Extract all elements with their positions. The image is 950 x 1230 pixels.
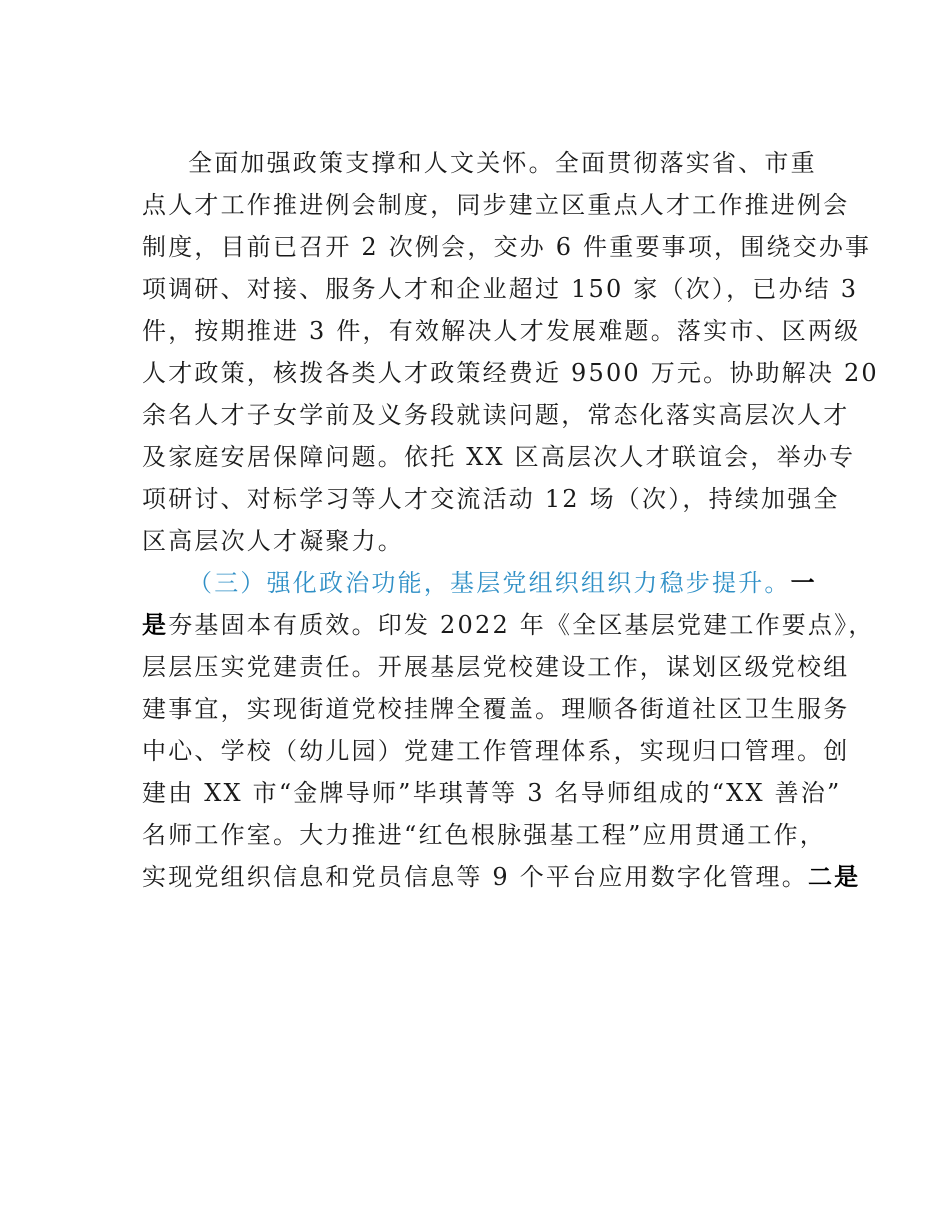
text-line: 制度，目前已召开 2 次例会，交办 6 件重要事项，围绕交办事 [142, 233, 872, 261]
text-line: 项研讨、对标学习等人才交流活动 12 场（次），持续加强全 [142, 485, 840, 513]
text-run: 夯基固本有质效。印发 2022 年《全区基层党建工作要点》， [168, 611, 875, 639]
text-line [142, 856, 861, 898]
text-line: 件，按期推进 3 件，有效解决人才发展难题。落实市、区两级 [142, 317, 861, 345]
text-line: 中心、学校（幼儿园）党建工作管理体系，实现归口管理。创 [142, 737, 850, 765]
text-line: 项调研、对接、服务人才和企业超过 150 家（次），已办结 3 [142, 275, 859, 303]
text-line: 建由 XX 市“金牌导师”毕琪菁等 3 名导师组成的“XX 善治” [142, 779, 842, 807]
text-line [142, 604, 875, 646]
text-line: 名师工作室。大力推进“红色根脉强基工程”应用贯通工作， [142, 821, 826, 849]
text-line: 全面加强政策支撑和人文关怀。全面贯彻落实省、市重 [188, 149, 817, 177]
text-line: 区高层次人才凝聚力。 [142, 527, 404, 555]
bold-marker: 二是 [807, 862, 861, 891]
text-line: 人才政策，核拨各类人才政策经费近 9500 万元。协助解决 20 [142, 359, 879, 387]
text-line: 建事宜，实现街道党校挂牌全覆盖。理顺各街道社区卫生服务 [142, 695, 850, 723]
text-line [142, 562, 817, 604]
text-run: 实现党组织信息和党员信息等 9 个平台应用数字化管理。 [142, 863, 808, 891]
text-line: 及家庭安居保障问题。依托 XX 区高层次人才联谊会，举办专 [142, 443, 856, 471]
paragraph-party-organization [142, 562, 875, 898]
paragraph-talent-policy [142, 142, 879, 562]
text-line: 层层压实党建责任。开展基层党校建设工作，谋划区级党校组 [142, 653, 850, 681]
text-line: 点人才工作推进例会制度，同步建立区重点人才工作推进例会 [142, 191, 850, 219]
section-heading: （三）强化政治功能，基层党组织组织力稳步提升。 [188, 569, 791, 597]
bold-marker: 一 [790, 568, 817, 597]
text-line: 余名人才子女学前及义务段就读问题，常态化落实高层次人才 [142, 401, 850, 429]
bold-marker: 是 [142, 610, 169, 639]
